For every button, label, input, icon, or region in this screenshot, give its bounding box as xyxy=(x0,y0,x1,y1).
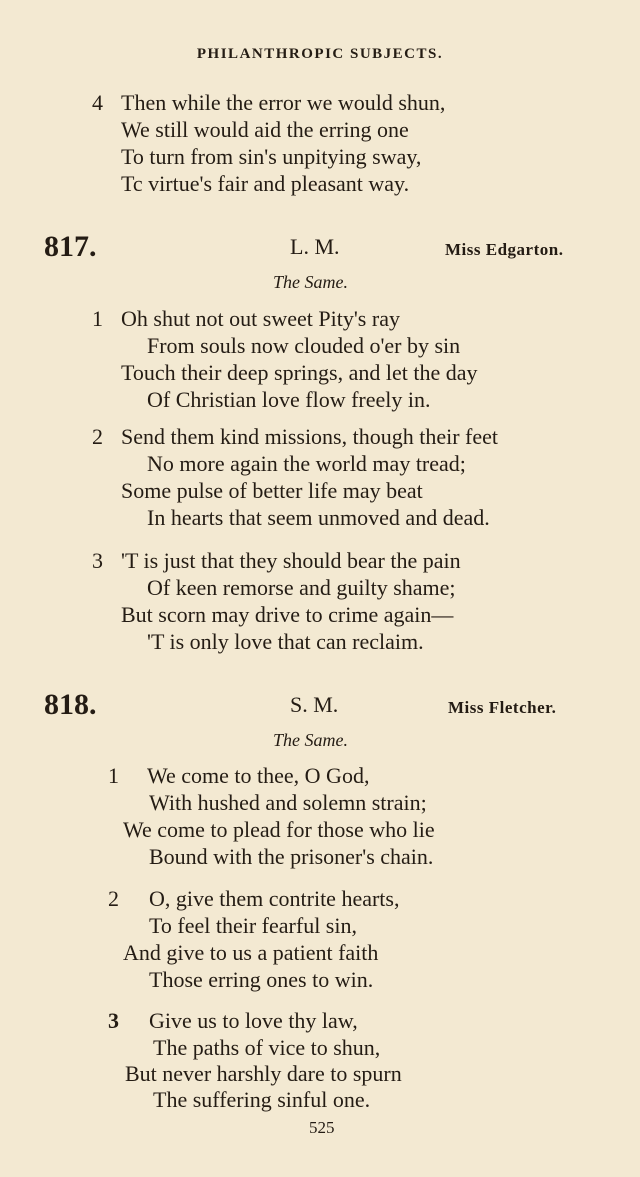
hymn-subtitle: The Same. xyxy=(273,730,348,750)
stanza-number: 2 xyxy=(92,424,103,449)
hymn-author: Miss Edgarton. xyxy=(445,240,564,259)
verse-line: To feel their fearful sin, xyxy=(149,913,357,938)
verse-line: 'T is only love that can reclaim. xyxy=(147,629,424,654)
hymn-subtitle: The Same. xyxy=(273,272,348,292)
hymn-meter: L. M. xyxy=(290,234,340,259)
verse-line: Tc virtue's fair and pleasant way. xyxy=(121,171,410,196)
stanza-number: 1 xyxy=(108,763,119,788)
verse-line: But never harshly dare to spurn xyxy=(125,1061,402,1086)
stanza-number: 2 xyxy=(108,886,119,911)
verse-line: No more again the world may tread; xyxy=(147,451,466,476)
verse-line: The paths of vice to shun, xyxy=(153,1035,381,1060)
hymn-meter: S. M. xyxy=(290,692,339,717)
stanza-number: 3 xyxy=(92,548,103,573)
verse-line: In hearts that seem unmoved and dead. xyxy=(147,505,490,530)
verse-line: Touch their deep springs, and let the day xyxy=(121,360,478,385)
page-number: 525 xyxy=(309,1118,335,1137)
verse-line: Of keen remorse and guilty shame; xyxy=(147,575,456,600)
stanza-number: 1 xyxy=(92,306,103,331)
verse-line: We still would aid the erring one xyxy=(121,117,409,142)
verse-line: 'T is just that they should bear the pain xyxy=(121,548,461,573)
verse-line: We come to thee, O God, xyxy=(147,763,370,788)
verse-line: Then while the error we would shun, xyxy=(121,90,446,115)
hymn-author: Miss Fletcher. xyxy=(448,698,557,717)
stanza-number: 3 xyxy=(108,1008,119,1033)
verse-line: And give to us a patient faith xyxy=(123,940,379,965)
hymn-number: 818. xyxy=(44,688,97,721)
verse-line: Send them kind missions, though their feet xyxy=(121,424,499,449)
verse-line: Give us to love thy law, xyxy=(149,1008,358,1033)
stanza-number: 4 xyxy=(92,90,103,115)
verse-line: O, give them contrite hearts, xyxy=(149,886,400,911)
running-head: PHILANTHROPIC SUBJECTS. xyxy=(196,46,444,62)
verse-line: Oh shut not out sweet Pity's ray xyxy=(121,306,400,331)
verse-line: With hushed and solemn strain; xyxy=(149,790,427,815)
verse-line: Bound with the prisoner's chain. xyxy=(149,844,434,869)
verse-line: Those erring ones to win. xyxy=(149,967,374,992)
verse-line: Of Christian love flow freely in. xyxy=(147,387,431,412)
verse-line: We come to plead for those who lie xyxy=(123,817,435,842)
verse-line: From souls now clouded o'er by sin xyxy=(147,333,461,358)
verse-line: The suffering sinful one. xyxy=(153,1087,371,1112)
hymn-number: 817. xyxy=(44,230,97,263)
verse-line: Some pulse of better life may beat xyxy=(121,478,423,503)
verse-line: But scorn may drive to crime again— xyxy=(121,602,454,627)
verse-line: To turn from sin's unpitying sway, xyxy=(121,144,422,169)
